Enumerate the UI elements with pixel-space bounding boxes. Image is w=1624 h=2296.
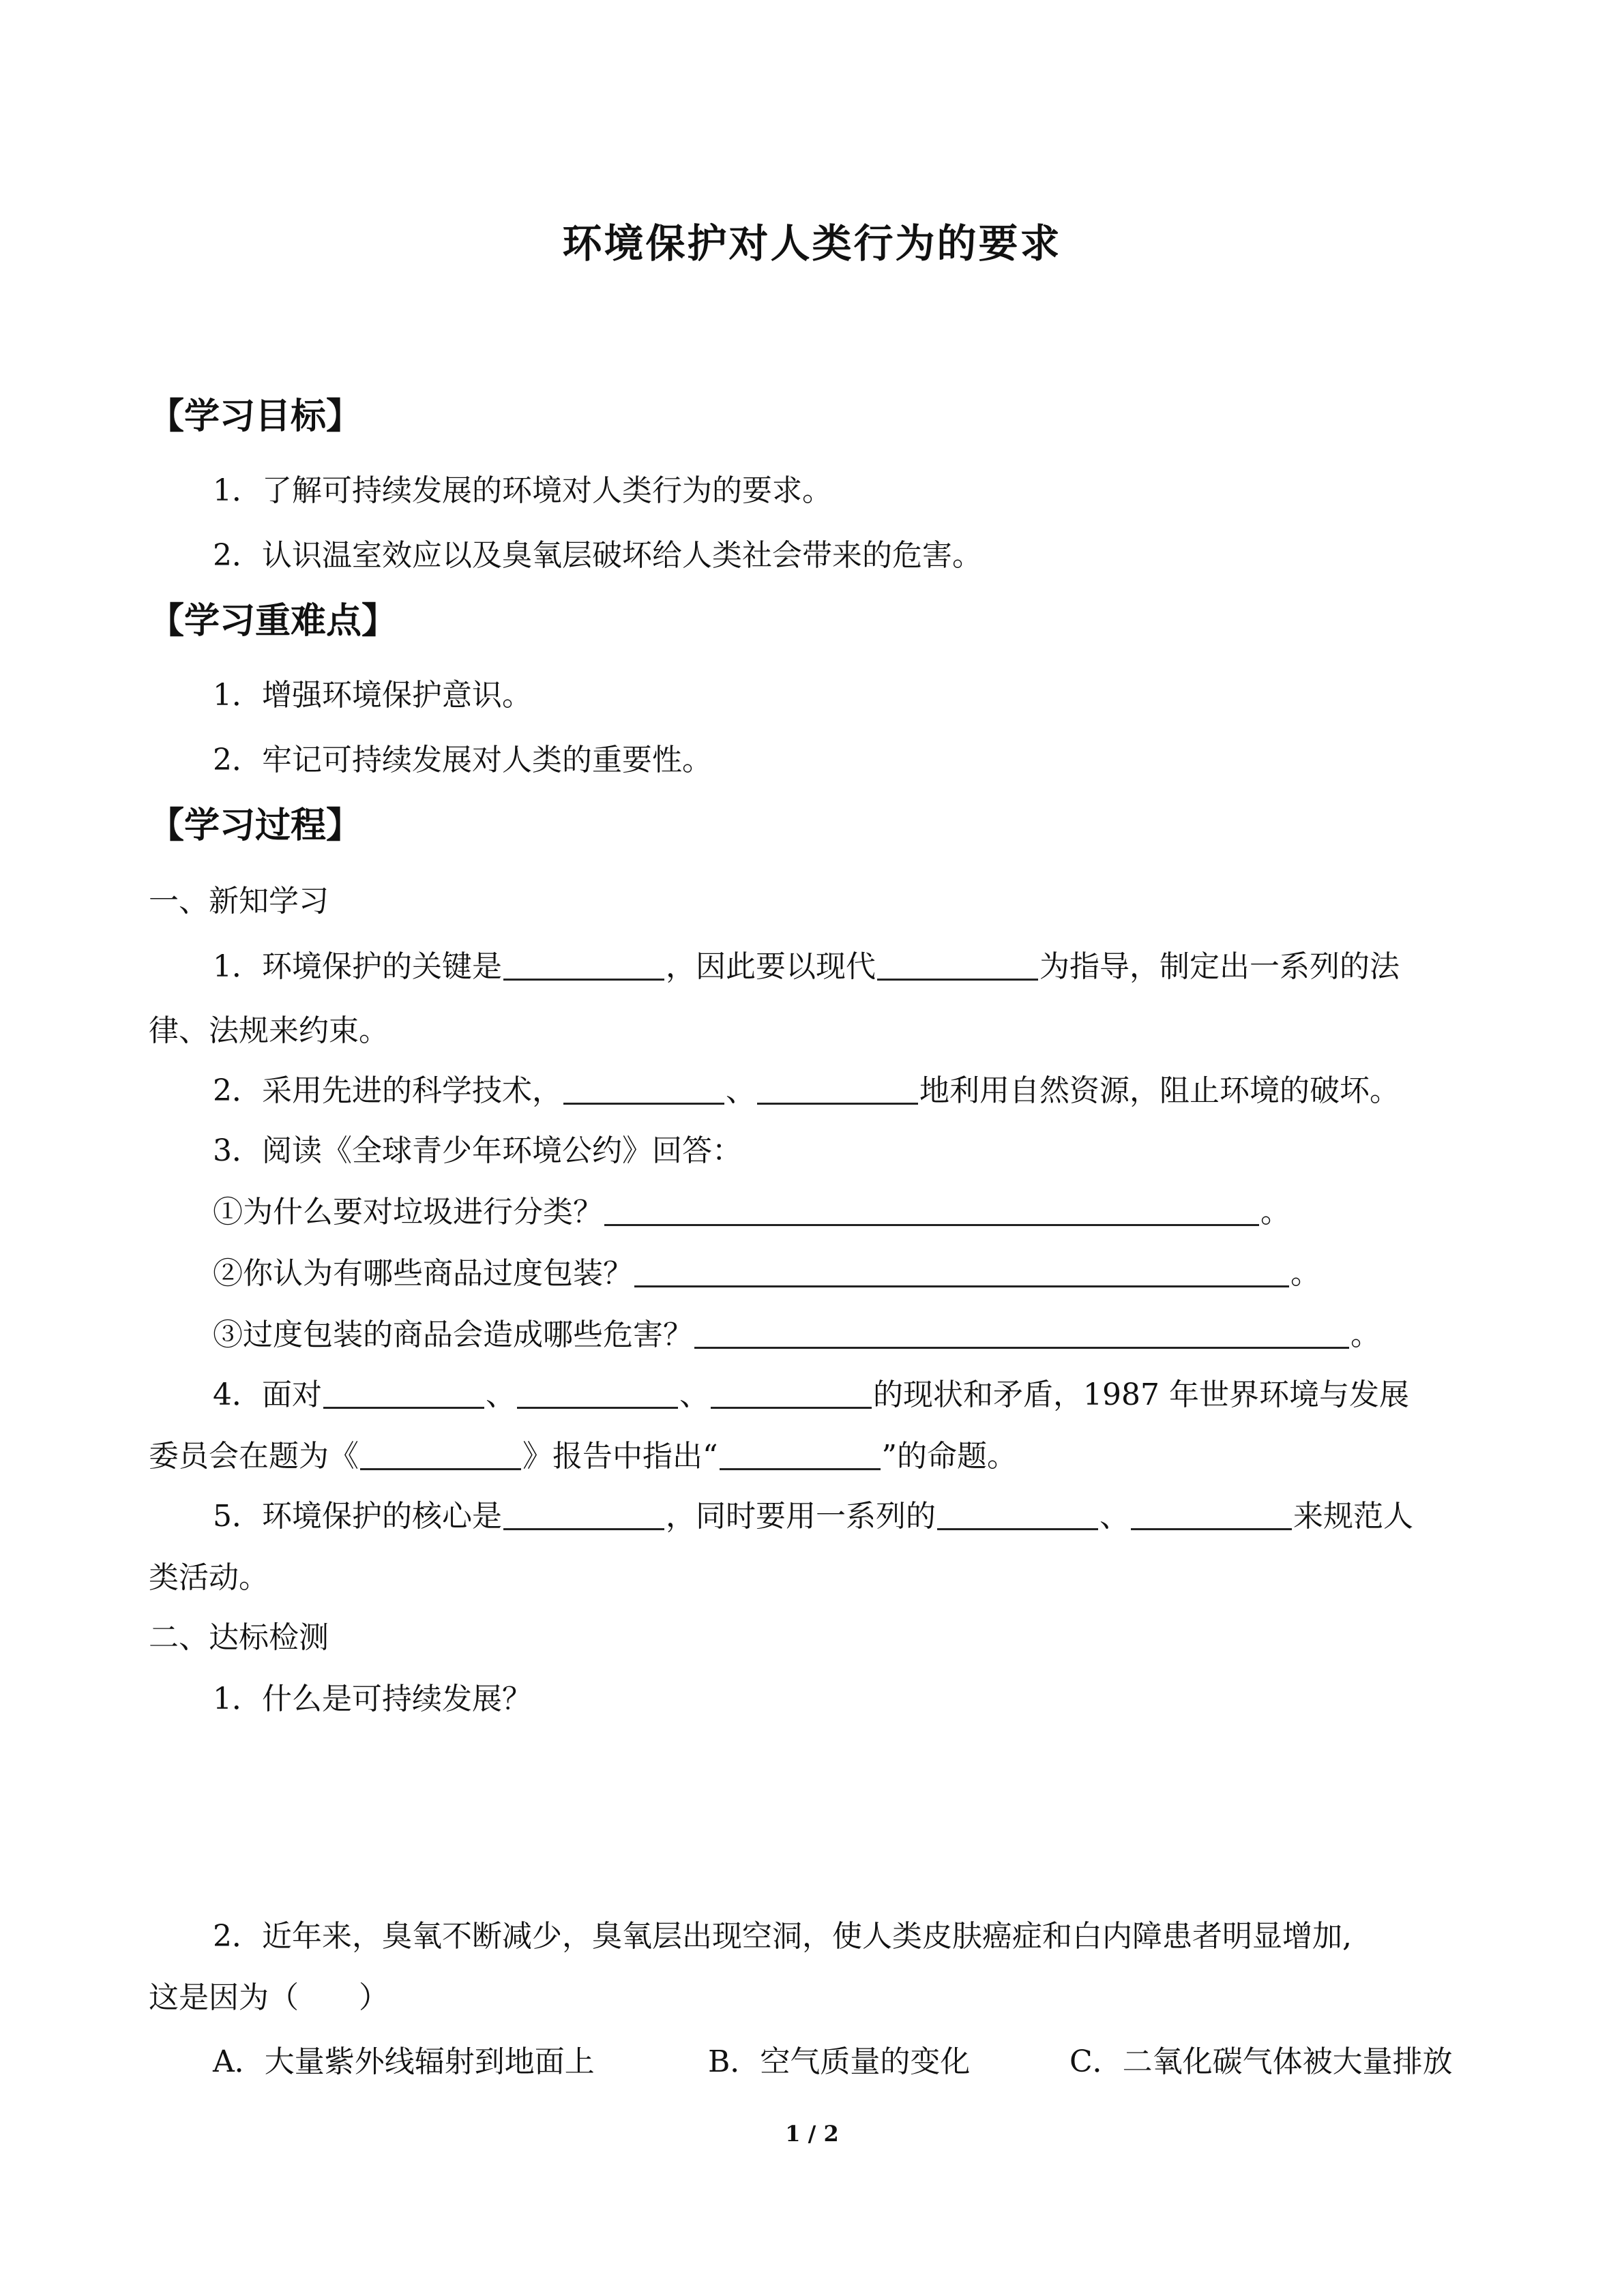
answer-blank[interactable] (503, 1498, 664, 1530)
question-1-continued: 律、法规来约束。 (149, 1013, 389, 1048)
section-heading-objectives: 【学习目标】 (149, 396, 362, 437)
question-text: 的现状和矛盾，1987 年世界环境与发展 (873, 1377, 1409, 1412)
answer-blank[interactable] (757, 1073, 918, 1105)
objective-item: 1．了解可持续发展的环境对人类行为的要求。 (213, 473, 832, 508)
question-text: ②你认为有哪些商品过度包装？ (213, 1256, 633, 1291)
answer-blank[interactable] (1131, 1498, 1292, 1530)
question-3-sub-3 (213, 1315, 1381, 1356)
answer-blank[interactable] (503, 949, 664, 981)
question-1 (213, 946, 1400, 987)
option-c[interactable]: C．二氧化碳气体被大量排放 (1069, 2044, 1453, 2079)
option-b[interactable]: B．空气质量的变化 (708, 2044, 971, 2079)
section-heading-key-points: 【学习重难点】 (149, 601, 398, 642)
question-text: ①为什么要对垃圾进行分类？ (213, 1195, 603, 1229)
objective-item: 2．认识温室效应以及臭氧层破坏给人类社会带来的危害。 (213, 538, 982, 573)
answer-blank[interactable] (711, 1377, 872, 1409)
question-3-sub-1 (213, 1192, 1290, 1233)
answer-blank[interactable] (360, 1438, 521, 1470)
answer-blank[interactable] (877, 949, 1038, 981)
question-2 (213, 1071, 1400, 1112)
question-text: 5．环境保护的核心是 (213, 1499, 502, 1534)
question-4 (213, 1375, 1409, 1416)
question-5 (213, 1496, 1413, 1537)
answer-blank[interactable] (720, 1438, 881, 1470)
test-question-1: 1．什么是可持续发展？ (213, 1682, 532, 1716)
question-text: 4．面对 (213, 1377, 322, 1412)
question-text: 来规范人 (1293, 1499, 1413, 1534)
key-point-item: 2．牢记可持续发展对人类的重要性。 (213, 743, 712, 777)
answer-blank[interactable] (694, 1317, 1349, 1349)
answer-blank[interactable] (604, 1194, 1259, 1226)
question-3-sub-2 (213, 1253, 1320, 1294)
question-text: 地利用自然资源，阻止环境的破坏。 (919, 1073, 1400, 1108)
part-title-new-knowledge: 一、新知学习 (149, 884, 329, 919)
question-text: 2．采用先进的科学技术， (213, 1073, 562, 1108)
question-text: 委员会在题为《 (149, 1439, 359, 1474)
question-3: 3．阅读《全球青少年环境公约》回答： (213, 1133, 742, 1168)
question-text: 为指导，制定出一系列的法 (1039, 949, 1400, 984)
question-5-continued: 类活动。 (149, 1560, 269, 1595)
answer-blank[interactable] (563, 1073, 724, 1105)
question-text: ③过度包装的商品会造成哪些危害？ (213, 1317, 693, 1352)
question-text: ，因此要以现代 (666, 949, 876, 984)
key-point-item: 1．增强环境保护意识。 (213, 678, 532, 713)
question-text: 、 (679, 1377, 709, 1412)
page-number: 1 / 2 (785, 2121, 839, 2147)
question-4-continued (149, 1436, 1017, 1477)
question-text: 、 (726, 1073, 756, 1108)
question-text: 1．环境保护的关键是 (213, 949, 502, 984)
answer-blank[interactable] (323, 1377, 484, 1409)
question-text: ”的命题。 (881, 1439, 1017, 1474)
answer-blank[interactable] (937, 1498, 1098, 1530)
question-text: 。 (1290, 1256, 1320, 1291)
answer-blank[interactable] (517, 1377, 678, 1409)
question-text: 》报告中指出“ (522, 1439, 718, 1474)
test-question-2-continued: 这是因为（ ） (149, 1980, 389, 2015)
question-text: 、 (1099, 1499, 1130, 1534)
option-a[interactable]: A．大量紫外线辐射到地面上 (213, 2044, 595, 2079)
question-text: ，同时要用一系列的 (666, 1499, 936, 1534)
section-heading-process: 【学习过程】 (149, 805, 362, 846)
test-question-2: 2．近年来，臭氧不断减少，臭氧层出现空洞，使人类皮肤癌症和白内障患者明显增加, (213, 1919, 1352, 1954)
page-title: 环境保护对人类行为的要求 (562, 220, 1062, 267)
question-text: 。 (1260, 1195, 1290, 1229)
part-title-assessment: 二、达标检测 (149, 1620, 329, 1655)
question-text: 、 (486, 1377, 516, 1412)
question-text: 。 (1350, 1317, 1381, 1352)
answer-blank[interactable] (634, 1255, 1289, 1287)
